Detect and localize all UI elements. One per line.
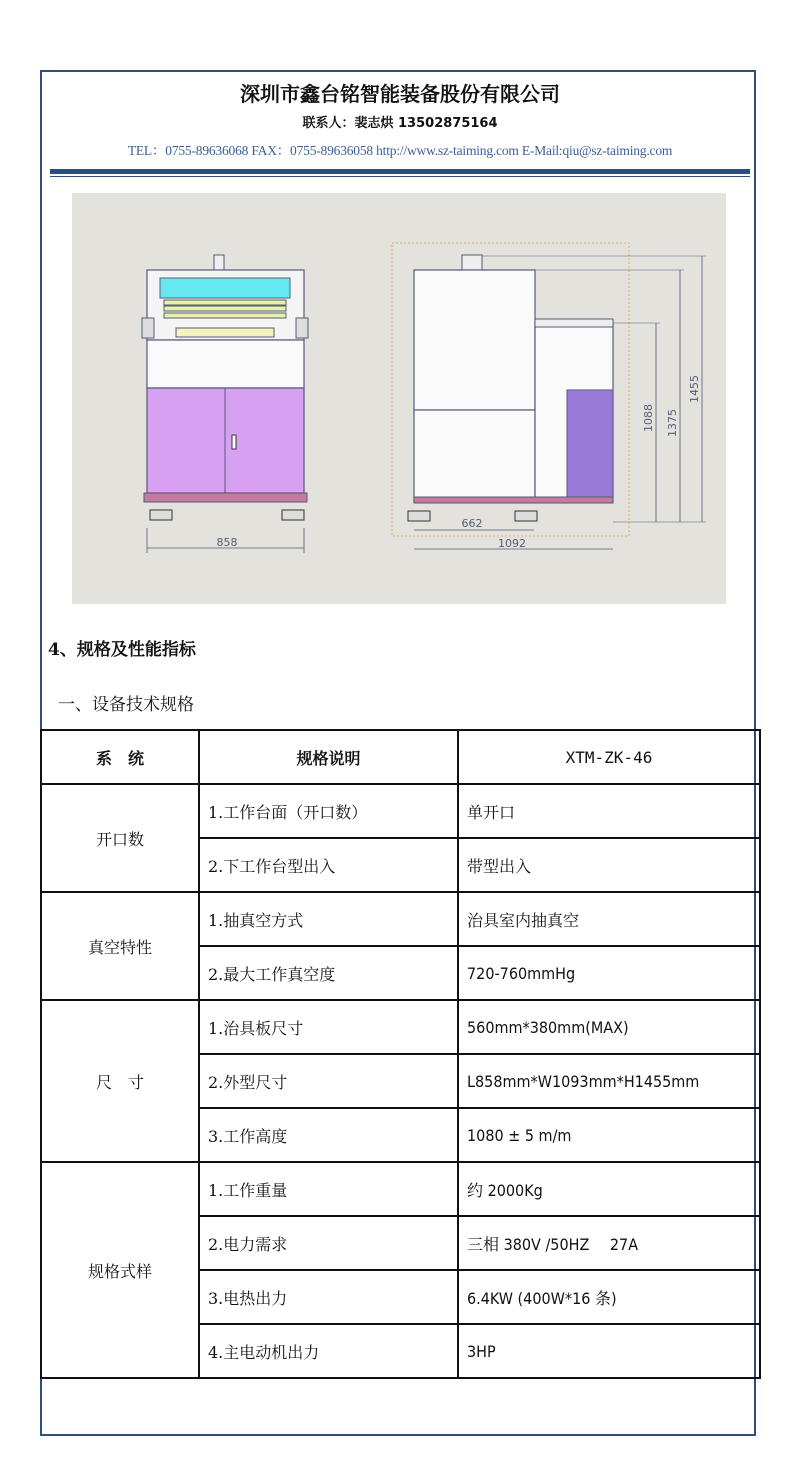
dim-label-1092: 1092 bbox=[498, 537, 526, 550]
dim-label-858: 858 bbox=[216, 536, 238, 549]
group-name: 真空特性 bbox=[41, 892, 199, 1000]
company-name: 深圳市鑫台铭智能装备股份有限公司 bbox=[240, 82, 560, 106]
contact-person: 联系人：裴志烘 13502875164 bbox=[302, 116, 498, 131]
dim-label-662: 662 bbox=[461, 517, 483, 530]
header-spec: 规格说明 bbox=[199, 730, 458, 784]
spec-value: 560mm*380mm(MAX) bbox=[458, 1000, 760, 1054]
side-base bbox=[414, 497, 613, 503]
front-right-bracket bbox=[296, 318, 308, 338]
header-rule-thick bbox=[50, 169, 750, 174]
spec-value: 约 2000Kg bbox=[458, 1162, 760, 1216]
spec-value: 带型出入 bbox=[458, 838, 760, 892]
dim-label-1455: 1455 bbox=[688, 375, 701, 403]
side-extension-top bbox=[535, 319, 613, 327]
front-rail-1 bbox=[164, 300, 286, 305]
spec-table bbox=[40, 729, 761, 1379]
spec-value: 治具室内抽真空 bbox=[458, 892, 760, 946]
front-cyan-platen bbox=[160, 278, 290, 298]
dim-label-1088: 1088 bbox=[642, 404, 655, 432]
front-foot-left bbox=[150, 510, 172, 520]
side-exhaust-pipe bbox=[462, 255, 482, 271]
side-violet-panel bbox=[567, 390, 613, 497]
spec-label: 2.下工作台型出入 bbox=[199, 838, 458, 892]
table-row bbox=[41, 784, 760, 838]
spec-value: 3HP bbox=[458, 1324, 760, 1378]
spec-value: 720-760mmHg bbox=[458, 946, 760, 1000]
front-tray bbox=[176, 328, 274, 337]
side-upper-box bbox=[414, 270, 535, 410]
machine-drawing bbox=[72, 193, 726, 604]
contact-line: TEL：0755-89636068 FAX：0755-89636058 http://www.sz-taiming.com E-Mail:qiu@sz-taiming.com bbox=[127, 143, 673, 158]
header-system: 系 统 bbox=[41, 730, 199, 784]
table-row bbox=[41, 1162, 760, 1216]
group-name: 开口数 bbox=[41, 784, 199, 892]
spec-label: 1.工作重量 bbox=[199, 1162, 458, 1216]
front-view bbox=[142, 255, 308, 553]
table-row bbox=[41, 892, 760, 946]
front-rail-3 bbox=[164, 313, 286, 318]
front-middle-panel bbox=[147, 340, 304, 388]
side-foot-right bbox=[515, 511, 537, 521]
group-name: 尺 寸 bbox=[41, 1000, 199, 1162]
group-name: 规格式样 bbox=[41, 1162, 199, 1378]
spec-value: 6.4KW (400W*16 条) bbox=[458, 1270, 760, 1324]
front-base bbox=[144, 493, 307, 502]
dim-label-1375: 1375 bbox=[666, 409, 679, 437]
front-left-bracket bbox=[142, 318, 154, 338]
side-lower-box bbox=[414, 410, 535, 502]
spec-value: 单开口 bbox=[458, 784, 760, 838]
table-row bbox=[41, 1000, 760, 1054]
section-title: 4、规格及性能指标 bbox=[48, 640, 196, 660]
spec-label: 1.工作台面（开口数） bbox=[199, 784, 458, 838]
spec-label: 3.电热出力 bbox=[199, 1270, 458, 1324]
spec-label: 2.最大工作真空度 bbox=[199, 946, 458, 1000]
front-foot-right bbox=[282, 510, 304, 520]
front-rail-2 bbox=[164, 306, 286, 311]
spec-label: 3.工作高度 bbox=[199, 1108, 458, 1162]
spec-value: L858mm*W1093mm*H1455mm bbox=[458, 1054, 760, 1108]
spec-label: 4.主电动机出力 bbox=[199, 1324, 458, 1378]
spec-label: 1.抽真空方式 bbox=[199, 892, 458, 946]
spec-table-header bbox=[41, 730, 760, 784]
spec-label: 1.治具板尺寸 bbox=[199, 1000, 458, 1054]
front-door-handle bbox=[232, 435, 236, 449]
spec-label: 2.电力需求 bbox=[199, 1216, 458, 1270]
header-rule-thin bbox=[50, 176, 750, 177]
spec-value: 1080 ± 5 m/m bbox=[458, 1108, 760, 1162]
spec-value: 三相 380V /50HZ 27A bbox=[458, 1216, 760, 1270]
machine-drawing-svg bbox=[72, 193, 726, 604]
header-model: XTM-ZK-46 bbox=[458, 730, 760, 784]
side-foot-left bbox=[408, 511, 430, 521]
side-view bbox=[392, 243, 706, 550]
section-subtitle: 一、设备技术规格 bbox=[58, 695, 194, 715]
spec-label: 2.外型尺寸 bbox=[199, 1054, 458, 1108]
